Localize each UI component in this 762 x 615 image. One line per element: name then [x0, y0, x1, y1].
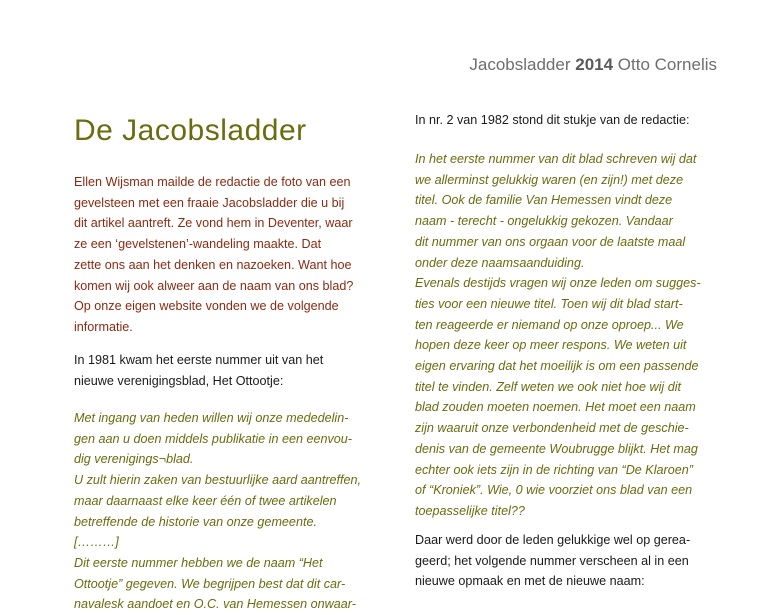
article-title: De Jacobsladder	[74, 114, 307, 147]
text-line: echter ook iets zijn in de richting van “De Klaroen”	[415, 462, 693, 477]
text-line: we allerminst gelukkig waren (en zijn!) met deze	[415, 172, 684, 187]
text-line: In nr. 2 van 1982 stond dit stukje van de redactie:	[415, 113, 690, 127]
right-intro-paragraph	[415, 110, 689, 131]
text-line: onder deze naamsaanduiding.	[415, 255, 585, 270]
text-line: dit artikel aantreft. Ze vond hem in Deventer, waar	[74, 216, 353, 231]
text-line: zette ons aan het denken en nazoeken. Want hoe	[74, 257, 352, 272]
header-author: Otto Cornelis	[617, 55, 717, 74]
text-line: nieuwe opmaak en met de nieuwe naam:	[415, 574, 645, 589]
text-line: gevelsteen met een fraaie Jacobsladder die u bij	[74, 195, 345, 210]
header-title: Jacobsladder	[469, 55, 571, 74]
text-line: Met ingang van heden willen wij onze mededelin-	[74, 411, 349, 425]
text-line: informatie.	[74, 319, 133, 334]
text-line: naam - terecht - ongelukkig gekozen. Vandaar	[415, 214, 673, 229]
text-line: gen aan u doen middels publikatie in een eenvou-	[74, 431, 352, 446]
text-line: hopen deze keer op meer respons. We weten uit	[415, 338, 687, 353]
text-line: In 1981 kwam het eerste nummer uit van het	[74, 353, 324, 367]
text-line: dit nummer van ons orgaan voor de laatste maal	[415, 234, 686, 249]
left-intro-paragraph	[74, 172, 353, 338]
text-line: geerd; het volgende nummer verscheen al in een	[415, 553, 689, 568]
running-header	[469, 55, 717, 75]
text-line: Dit eerste nummer hebben we de naam “Het	[74, 555, 323, 570]
text-line: U zult hierin zaken van bestuurlijke aard aantreffen,	[74, 473, 362, 488]
left-quote-paragraph	[74, 408, 361, 615]
text-line: ties voor een nieuwe titel. Toen wij dit blad start-	[415, 296, 683, 311]
text-line: eigen ervaring dat het moeilijk is om een passende	[415, 359, 699, 374]
text-line: zijn waaruit onze verbondenheid met de geschie-	[415, 421, 689, 436]
text-line: toepasselijke titel??	[415, 503, 525, 518]
text-line: nieuwe verenigingsblad, Het Ottootje:	[74, 373, 284, 388]
text-line: navalesk aandoet en O.C. van Hemessen onwaar-	[74, 597, 356, 612]
text-line: maar daarnaast elke keer één of twee artikelen	[74, 493, 337, 508]
text-line: Daar werd door de leden gelukkige wel op gerea-	[415, 533, 691, 547]
text-line: blad zouden moeten noemen. Het moet een naam	[415, 400, 696, 415]
text-line: dig verenigings¬blad.	[74, 452, 194, 467]
right-quote-paragraph	[415, 149, 701, 522]
text-line: Evenals destijds vragen wij onze leden om sugges-	[415, 276, 701, 291]
text-line: titel te vinden. Zelf weten we ook niet hoe wij dit	[415, 379, 682, 394]
text-line: Ellen Wijsman mailde de redactie de foto van een	[74, 175, 351, 189]
text-line: In het eerste nummer van dit blad schreven wij dat	[415, 152, 697, 166]
text-line: Op onze eigen website vonden we de volgende	[74, 299, 339, 314]
text-line: komen wij ook alweer aan de naam van ons blad?	[74, 278, 354, 293]
text-line: [………]	[74, 535, 119, 550]
text-line: Ottootje” gegeven. We begrijpen best dat dit car-	[74, 576, 346, 591]
text-line: ze een ‘gevelstenen’-wandeling maakte. Dat	[74, 237, 322, 252]
text-line: betreffende de historie van onze gemeente.	[74, 514, 317, 529]
right-outro-paragraph	[415, 530, 690, 592]
text-line: titel. Ook de familie Van Hemessen vindt deze	[415, 193, 673, 208]
left-1981-paragraph	[74, 350, 323, 391]
text-line: denis van de gemeente Woubrugge blijkt. Het mag	[415, 441, 698, 456]
text-line: of “Kroniek”. Wie, 0 wie voorziet ons blad van een	[415, 483, 693, 498]
header-year: 2014	[575, 55, 614, 74]
text-line: ten reageerde er niemand op onze oproep... We	[415, 317, 684, 332]
